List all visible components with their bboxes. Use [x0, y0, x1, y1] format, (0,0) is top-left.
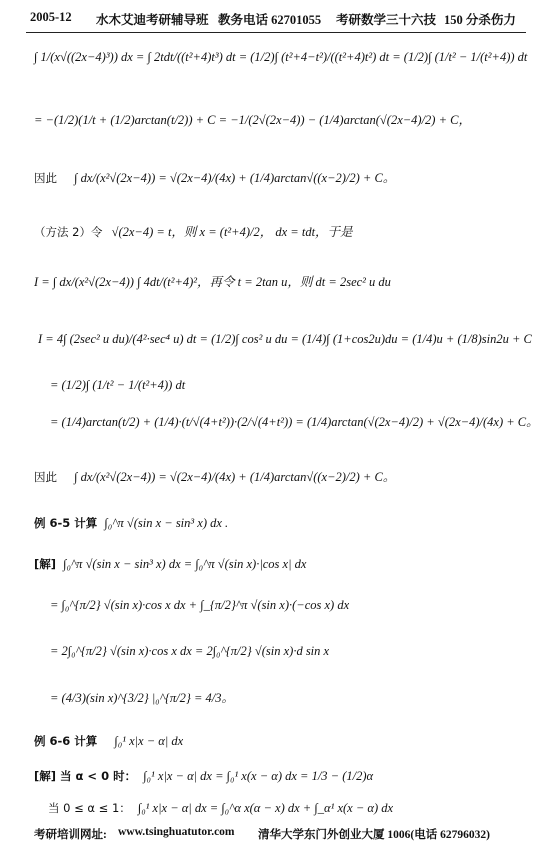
line-label: 例 6-6 计算: [34, 734, 98, 748]
line-label: [解] 当 α < 0 时：: [34, 769, 137, 783]
line-label: 因此: [34, 171, 57, 185]
formula-text: = (1/4)arctan(t/2) + (1/4)·(t/√(4+t²))·(2/√(4+t²)) = (1/4)arctan(√(2x−4)/2) + √(2x−4)/(4x) + C。: [50, 415, 539, 429]
line-label: 例 6-5 计算: [34, 516, 98, 530]
footer-site-label: 考研培训网址:: [34, 829, 107, 841]
formula-text: I = ∫ dx/(x²√(2x−4)) ∫ 4dt/(t²+4)²，再令 t = 2tan u，则 dt = 2sec² u du: [34, 275, 391, 289]
formula-line-12: [50, 598, 540, 613]
page-header: [0, 0, 540, 34]
formula-line-8: [50, 412, 540, 430]
formula-line-9: [34, 467, 540, 485]
header-org: 水木艾迪考研辅导班: [96, 13, 209, 27]
formula-text: = (1/2)∫ (1/t² − 1/(t²+4)) dt: [50, 378, 186, 392]
formula-text: ∫₀^π √(sin x − sin³ x) dx .: [104, 516, 229, 530]
header-date: 2005-12: [30, 10, 72, 24]
formula-line-6: [38, 332, 540, 347]
formula-text: ∫₀^π √(sin x − sin³ x) dx = ∫₀^π √(sin x)·|cos x| dx: [63, 557, 307, 571]
header-title: 考研数学三十六技: [336, 13, 437, 27]
formula-line-1: [34, 50, 540, 65]
formula-line-5: [34, 272, 540, 290]
formula-line-2: [34, 110, 540, 128]
page-footer: [0, 826, 540, 844]
formula-text: = −(1/2)(1/t + (1/2)arctan(t/2)) + C = −1/(2√(2x−4)) − (1/4)arctan(√(2x−4)/2) + C，: [34, 113, 471, 127]
formula-line-11: [34, 556, 540, 572]
header-divider: [26, 32, 526, 33]
formula-text: ∫₀¹ x|x − α| dx = ∫₀¹ x(x − α) dx = 1/3 − (1/2)α: [143, 769, 374, 783]
formula-line-16: [34, 768, 540, 784]
formula-line-7: [50, 378, 540, 393]
formula-text: ∫₀¹ x|x − α| dx: [114, 734, 184, 748]
line-label: 当 0 ≤ α ≤ 1：: [48, 801, 131, 815]
formula-text: √(2x−4) = t，则 x = (t²+4)/2， dx = tdt，于是: [111, 225, 353, 239]
formula-text: ∫₀¹ x|x − α| dx = ∫₀^α x(α − x) dx + ∫_α¹ x(x − α) dx: [137, 801, 394, 815]
footer-address: 清华大学东门外创业大厦 1006(电话 62796032): [258, 829, 490, 841]
footer-site-link[interactable]: www.tsinghuatutor.com: [118, 826, 235, 838]
formula-text: = 2∫₀^{π/2} √(sin x)·cos x dx = 2∫₀^{π/2} √(sin x)·d sin x: [50, 644, 330, 658]
formula-text: ∫ dx/(x²√(2x−4)) = √(2x−4)/(4x) + (1/4)arctan√((x−2)/2) + C。: [74, 171, 396, 185]
formula-line-4: [34, 222, 540, 240]
formula-text: ∫ 1/(x√((2x−4)³)) dx = ∫ 2tdt/((t²+4)t³) dt = (1/2)∫ (t²+4−t²)/((t²+4)t²) dt = (1/2)∫ (1/t² − 1/(t²+4)) dt: [34, 50, 528, 64]
example-6-5: [34, 515, 540, 531]
formula-line-3: [34, 168, 540, 186]
formula-line-13: [50, 644, 540, 659]
line-label: 因此: [34, 470, 57, 484]
header-subtitle: 150 分杀伤力: [444, 13, 516, 27]
formula-line-17: [48, 800, 540, 816]
line-label: （方法 2）令: [34, 225, 103, 239]
formula-text: = (4/3)(sin x)^{3/2} |₀^{π/2} = 4/3。: [50, 691, 235, 705]
header-phone: 教务电话 62701055: [218, 13, 322, 27]
formula-text: ∫ dx/(x²√(2x−4)) = √(2x−4)/(4x) + (1/4)arctan√((x−2)/2) + C。: [74, 470, 396, 484]
example-6-6: [34, 733, 540, 749]
line-label: [解]: [34, 557, 57, 571]
formula-text: = ∫₀^{π/2} √(sin x)·cos x dx + ∫_{π/2}^π √(sin x)·(−cos x) dx: [50, 598, 350, 612]
formula-line-14: [50, 688, 540, 706]
formula-text: I = 4∫ (2sec² u du)/(4²·sec⁴ u) dt = (1/2)∫ cos² u du = (1/4)∫ (1+cos2u)du = (1/4)u + (1/8)sin2u + C: [38, 332, 532, 346]
